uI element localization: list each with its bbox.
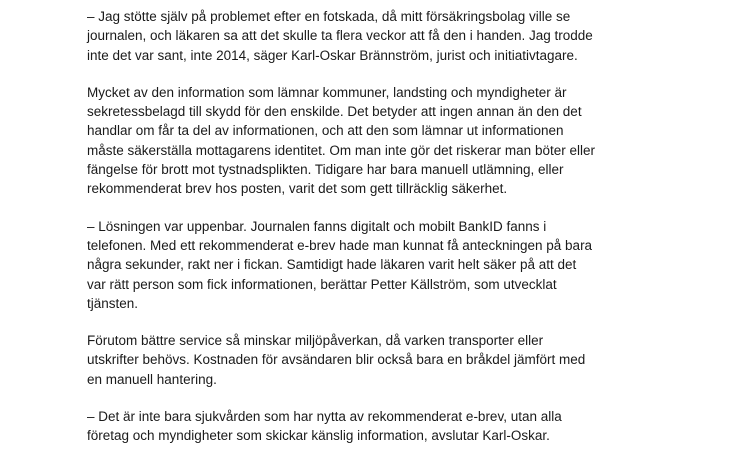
- text-line: – Jag stötte själv på problemet efter en fotskada, då mitt försäkringsbolag ville se: [87, 9, 571, 24]
- text-line: en manuell hantering.: [87, 371, 217, 387]
- text-line: var rätt person som fick informationen, berättar Petter Källström, som utvecklat: [87, 276, 557, 292]
- text-line: företag och myndigheter som skickar känslig information, avslutar Karl-Oskar.: [87, 428, 550, 444]
- text-line: journalen, och läkaren sa att det skulle ta flera veckor att få den i handen. Jag trodde: [87, 28, 593, 44]
- text-line: – Det är inte bara sjukvården som har nytta av rekommenderat e-brev, utan alla: [87, 409, 562, 425]
- text-line: fängelse för brott mot tystnadsplikten. Tidigare har bara manuell utlämning, eller: [87, 162, 564, 178]
- text-line: telefonen. Med ett rekommenderat e-brev hade man kunnat få anteckningen på bara: [87, 237, 593, 253]
- text-line: rekommenderat brev hos posten, varit det som gett tillräcklig säkerhet.: [87, 181, 508, 197]
- text-line: måste säkerställa mottagarens identitet. Om man inte gör det riskerar man böter eller: [87, 142, 595, 158]
- paragraph-quote-brannstrom: [87, 7, 687, 65]
- text-line: tjänsten.: [87, 295, 139, 311]
- paragraph-quote-kallstrom: [87, 217, 687, 313]
- text-line: Mycket av den information som lämnar kommuner, landsting och myndigheter är: [87, 84, 567, 100]
- text-line: handlar om får ta del av informationen, och att den som lämnar ut informationen: [87, 123, 564, 139]
- text-line: – Lösningen var uppenbar. Journalen fanns digitalt och mobilt BankID fanns i: [87, 218, 547, 234]
- paragraph-closing-quote: [87, 407, 687, 446]
- article-body: [87, 7, 687, 464]
- text-line: Förutom bättre service så minskar miljöpåverkan, då varken transporter eller: [87, 333, 544, 349]
- text-line: utskrifter behövs. Kostnaden för avsändaren blir också bara en bråkdel jämfört med: [87, 352, 586, 368]
- text-line: några sekunder, rakt ner i fickan. Samtidigt hade läkaren varit helt säker på att det: [87, 257, 577, 273]
- paragraph-environment: [87, 331, 687, 389]
- text-line: inte det var sant, inte 2014, säger Karl-Oskar Brännström, jurist och initiativtagare.: [87, 47, 578, 63]
- text-line: sekretessbelagd till skydd för den enskilde. Det betyder att ingen annan än den det: [87, 104, 582, 120]
- paragraph-confidentiality: [87, 83, 687, 199]
